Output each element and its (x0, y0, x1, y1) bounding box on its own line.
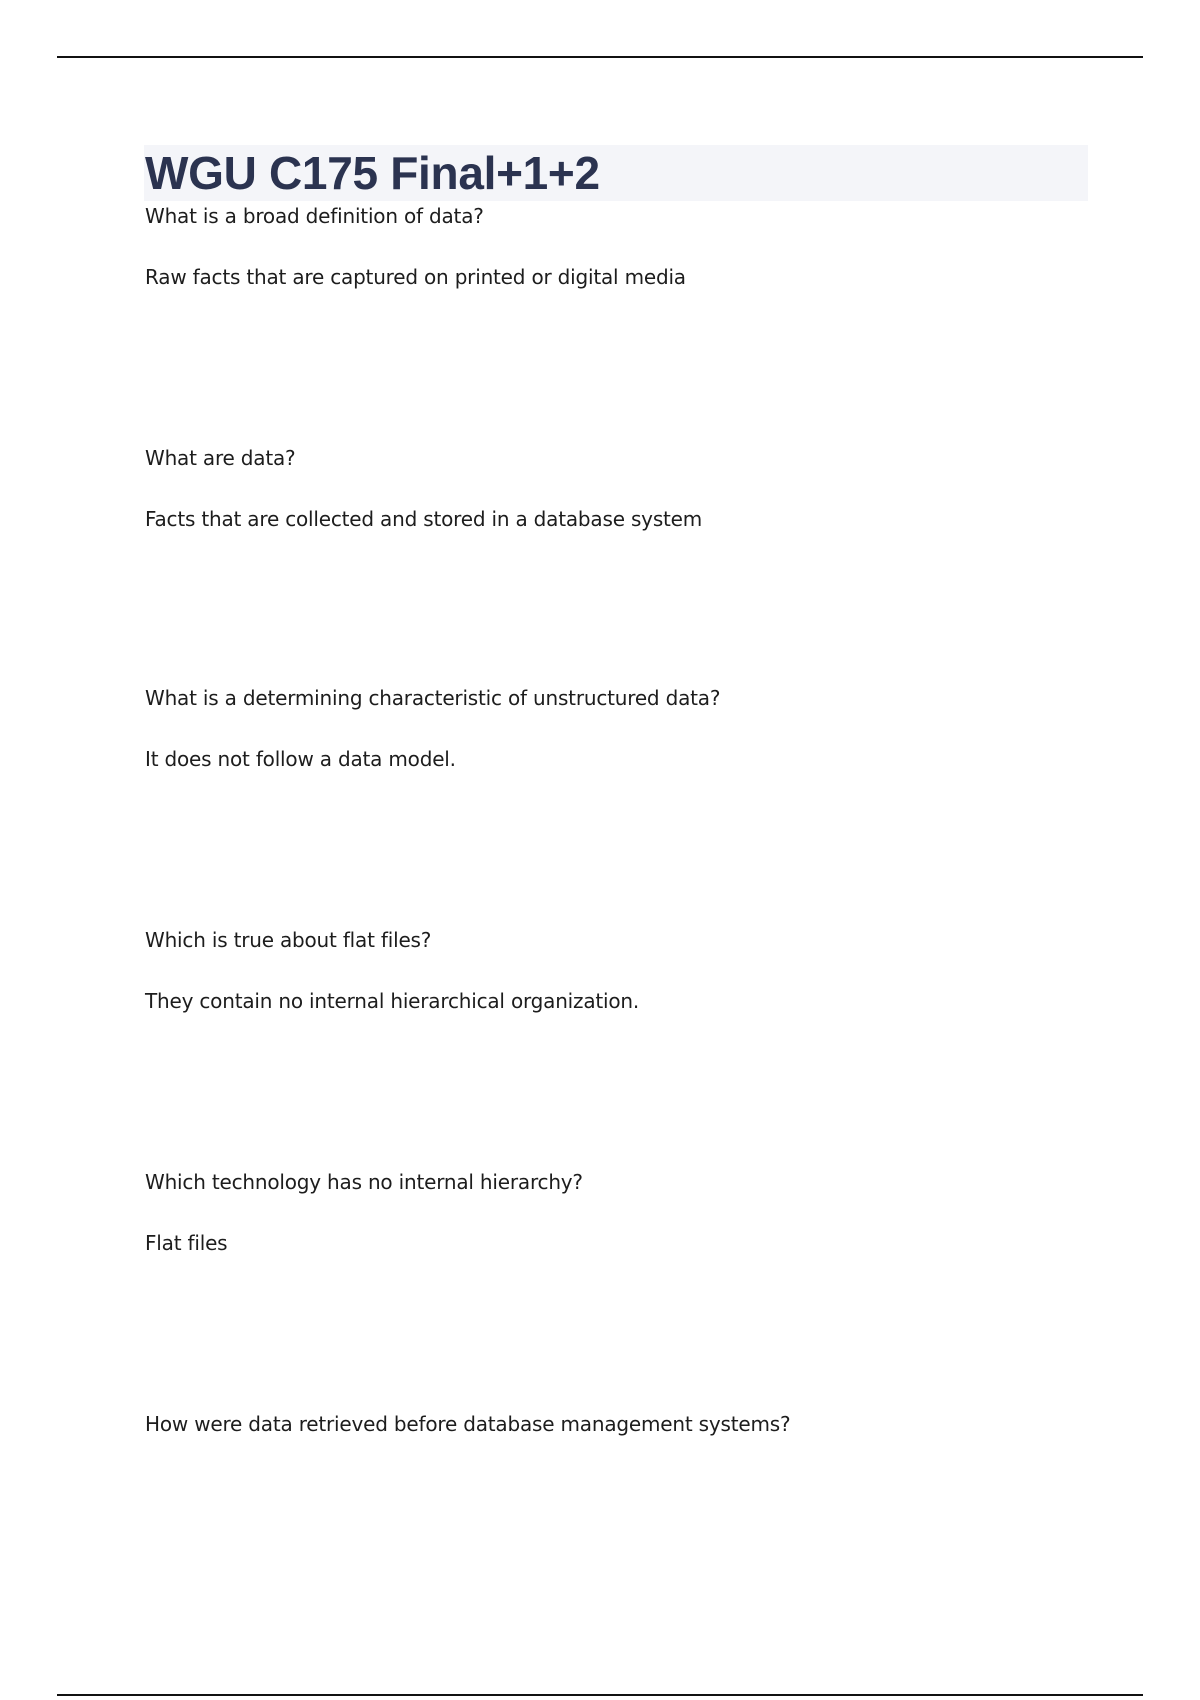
answer-text: Flat files (145, 1231, 228, 1255)
header-rule (57, 56, 1143, 58)
document-title: WGU C175 Final+1+2 (145, 147, 600, 199)
footer-rule (57, 1694, 1143, 1696)
qa-item (145, 444, 1095, 533)
qa-item (145, 926, 1095, 1015)
answer-text: Raw facts that are captured on printed or digital media (145, 265, 686, 289)
answer-text: It does not follow a data model. (145, 747, 456, 771)
question-text: How were data retrieved before database management systems? (145, 1412, 791, 1436)
qa-item (145, 1168, 1095, 1257)
question-text: What is a broad definition of data? (145, 204, 484, 228)
question-text: Which is true about flat files? (145, 928, 432, 952)
question-text: What is a determining characteristic of unstructured data? (145, 686, 721, 710)
question-text: Which technology has no internal hierarchy? (145, 1170, 583, 1194)
question-text: What are data? (145, 446, 296, 470)
answer-text: Facts that are collected and stored in a database system (145, 507, 703, 531)
qa-item (145, 684, 1095, 773)
qa-item (145, 202, 1095, 291)
qa-item (145, 1410, 1095, 1471)
answer-text: They contain no internal hierarchical organization. (145, 989, 640, 1013)
